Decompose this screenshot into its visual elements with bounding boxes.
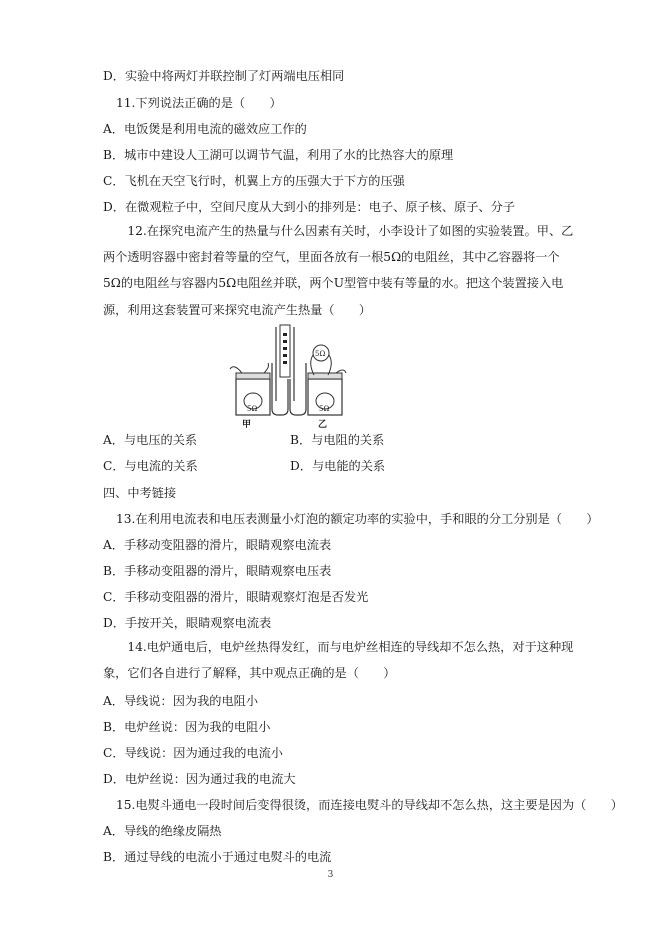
external-resistor-label: 5Ω	[315, 350, 326, 358]
left-resistor-label: 5Ω	[247, 405, 258, 413]
q14-option-a: A．导线说：因为我的电阻小	[103, 694, 259, 708]
label-jia: 甲	[242, 420, 252, 430]
q13-option-c: C．手移动变阻器的滑片，眼睛观察灯泡是否发光	[103, 590, 369, 604]
experiment-apparatus-figure	[228, 323, 348, 433]
q11-stem: 11.下列说法正确的是（ ）	[116, 96, 282, 110]
q14-stem: 14.电炉通电后，电炉丝热得发红，而与电炉丝相连的导线却不怎么热，对于这种现象，它们各自进行了解释，其中观点正确的是（ ）	[103, 640, 574, 681]
q14-option-d: D．电炉丝说：因为通过我的电流大	[103, 772, 296, 786]
q14-option-b: B．电炉丝说：因为我的电阻小	[103, 720, 271, 734]
q12-option-c: C．与电流的关系	[103, 459, 198, 473]
q11-option-a: A．电饭煲是利用电流的磁效应工作的	[103, 122, 307, 136]
q15-stem: 15.电熨斗通电一段时间后变得很烫，而连接电熨斗的导线却不怎么热，这主要是因为（ ）	[116, 798, 623, 812]
section-heading: 四、中考链接	[103, 486, 177, 500]
q13-option-b: B．手移动变阻器的滑片，眼睛观察电压表	[103, 564, 332, 578]
q12-option-d: D．与电能的关系	[290, 459, 386, 473]
q12-option-b: B．与电阻的关系	[290, 433, 385, 447]
q11-option-d: D．在微观粒子中，空间尺度从大到小的排列是：电子、原子核、原子、分子	[103, 200, 515, 214]
q12-option-a: A．与电压的关系	[103, 433, 198, 447]
right-resistor-label: 5Ω	[319, 405, 330, 413]
q11-option-c: C．飞机在天空飞行时，机翼上方的压强大于下方的压强	[103, 174, 405, 188]
q11-option-b: B．城市中建设人工湖可以调节气温，利用了水的比热容大的原理	[103, 148, 454, 162]
q13-option-d: D．手按开关，眼睛观察电流表	[103, 616, 272, 630]
q15-option-a: A．导线的绝缘皮隔热	[103, 824, 222, 838]
label-yi: 乙	[318, 420, 328, 430]
q15-option-b: B．通过导线的电流小于通过电熨斗的电流	[103, 850, 332, 864]
q12-stem: 12.在探究电流产生的热量与什么因素有关时，小李设计了如图的实验装置。甲、乙两个透明容器中密封着等量的空气，里面各放有一根5Ω的电阻丝，其中乙容器将一个5Ω的电阻丝与容器内5Ω电阻丝并联，两个U型管中装有等量的水。把这个装置接入电源，利用这套装置可来探究电流产生热量（ ）	[103, 224, 574, 317]
page-number: 3	[327, 870, 334, 880]
q14-option-c: C．导线说：因为通过我的电流小	[103, 746, 283, 760]
q10-option-d: D．实验中将两灯并联控制了灯两端电压相同	[103, 69, 345, 83]
q13-option-a: A．手移动变阻器的滑片，眼睛观察电流表	[103, 538, 332, 552]
q13-stem: 13.在利用电流表和电压表测量小灯泡的额定功率的实验中，手和眼的分工分别是（ ）	[116, 512, 599, 526]
